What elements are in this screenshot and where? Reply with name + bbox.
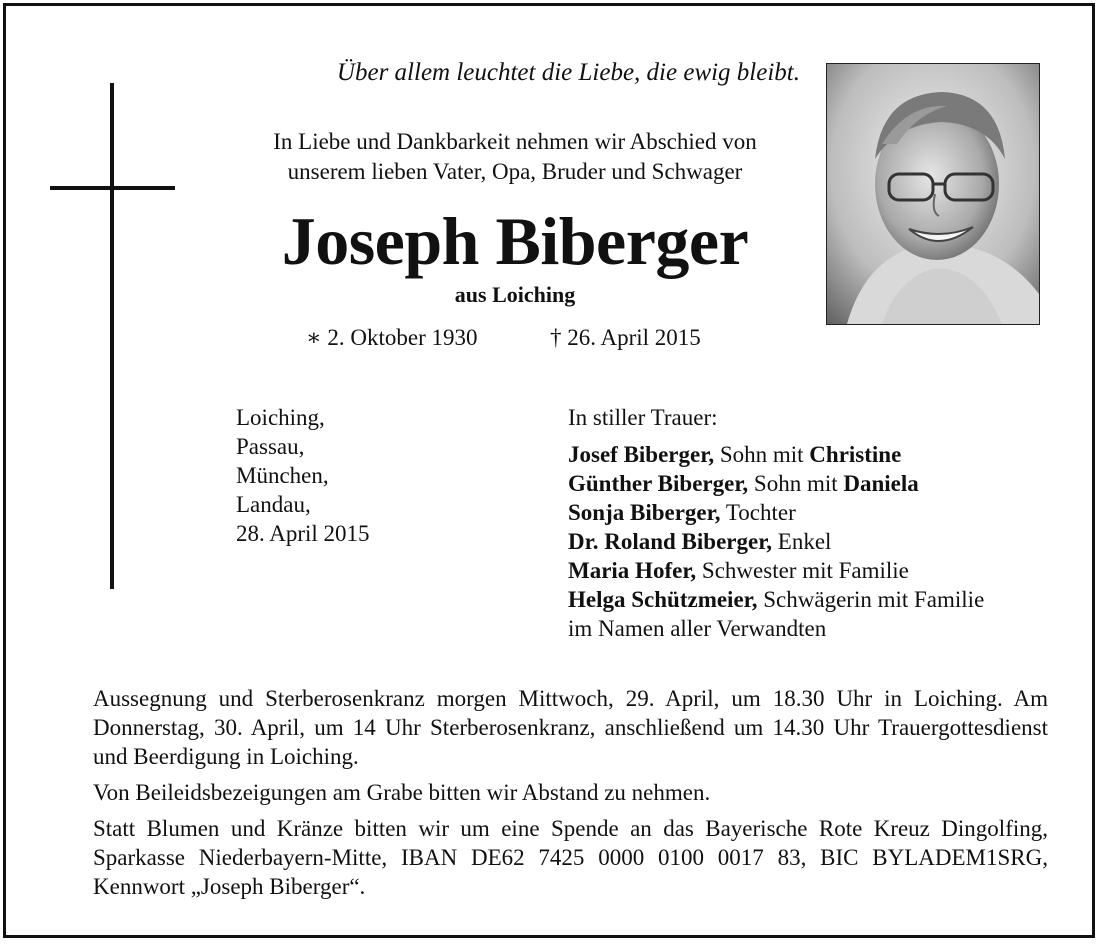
mourner-name: Dr. Roland Biberger, <box>568 529 773 554</box>
mourner-row <box>568 440 984 469</box>
portrait-image <box>827 64 1039 324</box>
mourner-row <box>568 498 984 527</box>
mourner-relation: Enkel <box>777 529 832 554</box>
intro-line-2: unserem lieben Vater, Opa, Bruder und Schwager <box>287 159 743 184</box>
service-notice: Aussegnung und Sterberosenkranz morgen Mittwoch, 29. April, um 18.30 Uhr in Loiching. Am Donnerstag, 30. April, um 14 Uhr Sterberosenkranz, anschließend um 14.30 Uhr Trauergottesdienst und Beerdigung in Loiching. <box>93 686 1048 769</box>
mourner-row <box>568 585 984 614</box>
mourner-row <box>568 527 984 556</box>
donation-notice: Statt Blumen und Kränze bitten wir um eine Spende an das Bayerische Rote Kreuz Dingolfing, Sparkasse Niederbayern-Mitte, IBAN DE62 7425 0000 0100 0017 83, BIC BYLADEM1SRG, Kennwort „Joseph Biberger“. <box>93 816 1048 899</box>
place-line: Passau, <box>236 434 305 459</box>
deceased-origin: aus Loiching <box>454 282 576 307</box>
portrait-photo <box>826 63 1040 325</box>
deceased-name: Joseph Biberger <box>281 203 749 279</box>
mourners-list <box>568 403 984 643</box>
mourners-closing: im Namen aller Verwandten <box>568 616 827 641</box>
intro-text <box>200 127 830 187</box>
condolence-notice: Von Beileidsbezeigungen am Grabe bitten wir Abstand zu nehmen. <box>93 780 711 805</box>
mourner-name: Josef Biberger, <box>568 442 715 467</box>
place-line: Landau, <box>236 492 311 517</box>
mourner-partner: Christine <box>809 442 902 467</box>
cross-icon-bar <box>50 186 175 190</box>
notice-date: 28. April 2015 <box>236 521 370 546</box>
mourner-name: Günther Biberger, <box>568 471 749 496</box>
mourner-partner: Daniela <box>843 471 919 496</box>
mourner-relation: Schwägerin mit Familie <box>763 587 985 612</box>
mourner-relation: Tochter <box>725 500 796 525</box>
mourner-name: Maria Hofer, <box>568 558 697 583</box>
mourner-relation: Sohn mit <box>753 471 838 496</box>
places-and-date <box>236 403 370 548</box>
mourner-relation: Sohn mit <box>719 442 804 467</box>
mourners-heading: In stiller Trauer: <box>568 405 718 430</box>
birth-date: ∗ 2. Oktober 1930 <box>306 325 478 350</box>
death-date: † 26. April 2015 <box>550 325 701 350</box>
mourner-row <box>568 469 984 498</box>
mourner-name: Helga Schützmeier, <box>568 587 758 612</box>
place-line: Loiching, <box>236 405 325 430</box>
mourner-relation: Schwester mit Familie <box>701 558 909 583</box>
intro-line-1: In Liebe und Dankbarkeit nehmen wir Abschied von <box>273 129 757 154</box>
cross-icon <box>110 83 114 589</box>
place-line: München, <box>236 463 329 488</box>
motto: Über allem leuchtet die Liebe, die ewig bleibt. <box>336 59 800 86</box>
mourner-name: Sonja Biberger, <box>568 500 721 525</box>
mourner-row <box>568 556 984 585</box>
notices <box>93 684 1048 901</box>
